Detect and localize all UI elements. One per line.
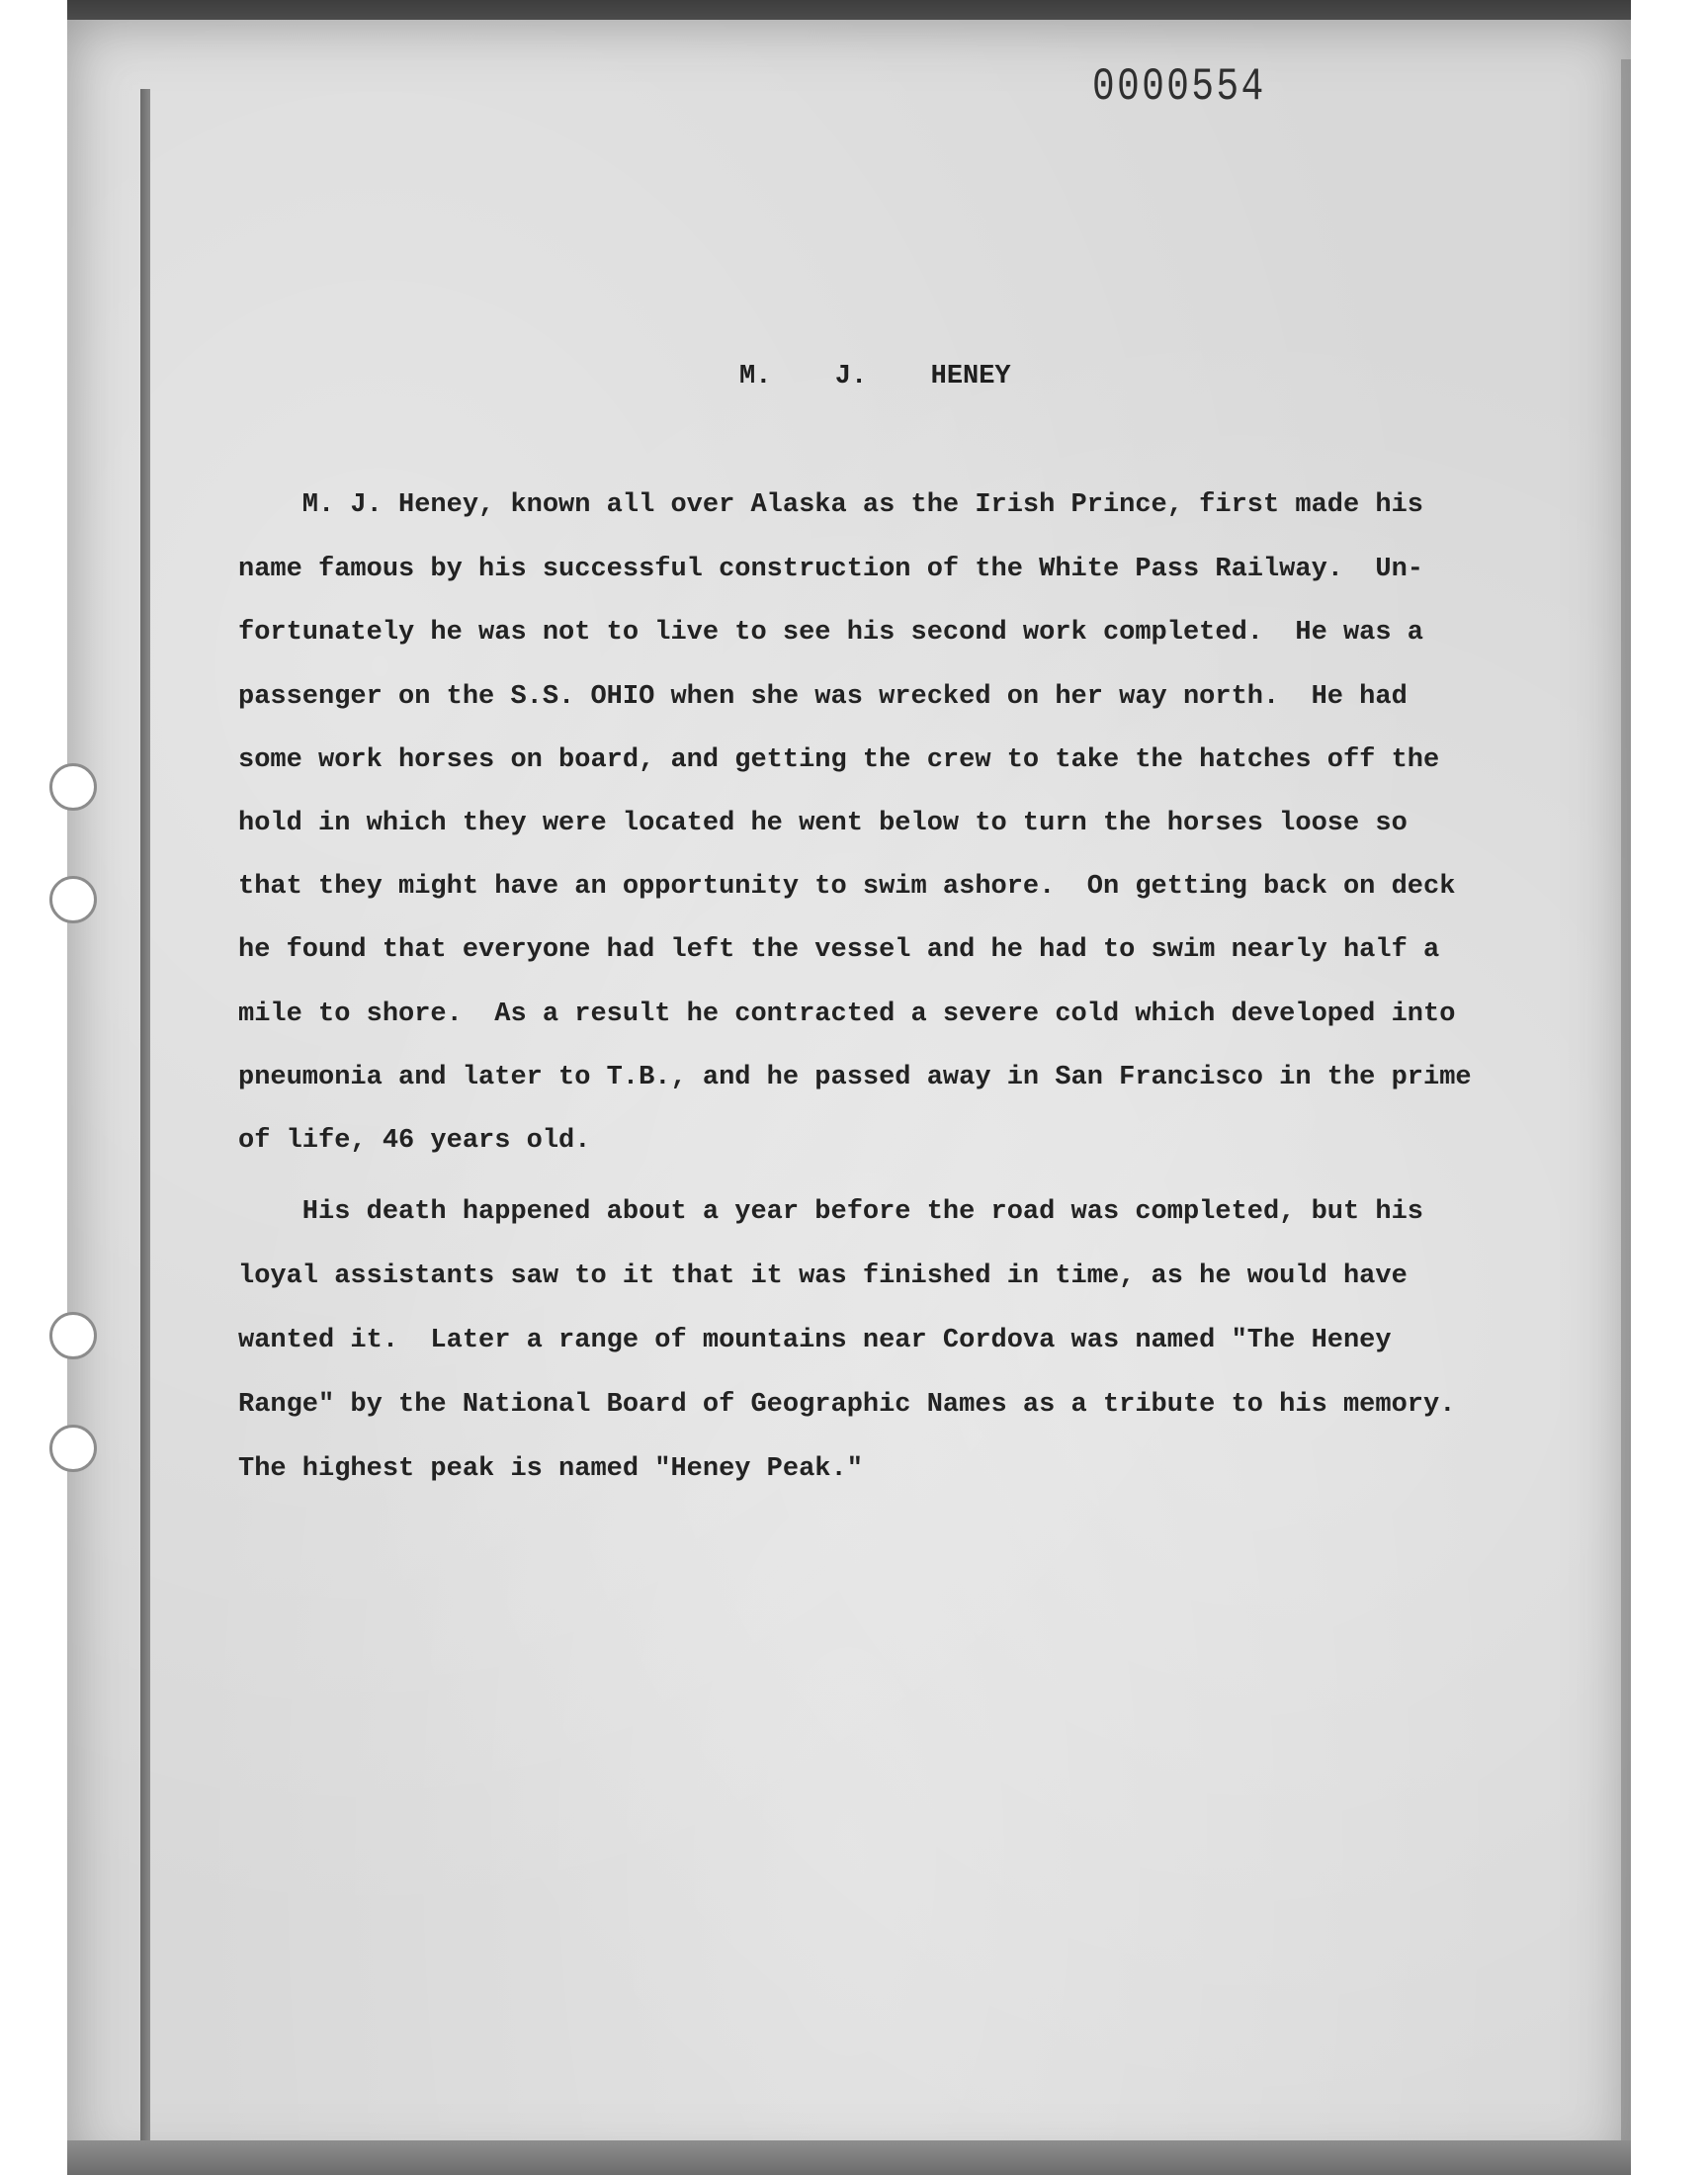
text-line: hold in which they were located he went below to turn the horses loose so [238,809,1408,838]
text-line: name famous by his successful construction of the White Pass Railway. Un- [238,555,1423,584]
text-line: loyal assistants saw to it that it was finished in time, as he would have [238,1262,1408,1291]
text-line: pneumonia and later to T.B., and he passed away in San Francisco in the prime [238,1063,1472,1092]
text-line: of life, 46 years old. [238,1126,591,1156]
text-line: some work horses on board, and getting the crew to take the hatches off the [238,745,1440,775]
text-line: fortunately he was not to live to see his second work completed. He was a [238,618,1423,648]
text-line: His death happened about a year before the road was completed, but his [238,1197,1423,1227]
punch-hole [49,763,97,811]
document-number-stamp: 0000554 [1092,61,1266,113]
document-title: M. J. HENEY [739,362,1011,392]
scan-bottom-shadow [67,2140,1631,2175]
page-right-edge [1621,59,1631,2155]
text-line: he found that everyone had left the vessel and he had to swim nearly half a [238,935,1440,965]
text-line: wanted it. Later a range of mountains near Cordova was named "The Heney [238,1326,1392,1355]
text-line: The highest peak is named "Heney Peak." [238,1454,863,1484]
text-line: that they might have an opportunity to swim ashore. On getting back on deck [238,872,1456,902]
text-line: M. J. Heney, known all over Alaska as the Irish Prince, first made his [238,490,1423,520]
punch-hole [49,1425,97,1472]
page-left-edge [140,89,150,2155]
text-line: mile to shore. As a result he contracted a severe cold which developed into [238,1000,1456,1029]
text-line: passenger on the S.S. OHIO when she was wrecked on her way north. He had [238,682,1408,712]
punch-hole [49,1312,97,1359]
document-page [67,20,1631,2175]
punch-hole [49,876,97,923]
text-line: Range" by the National Board of Geographic Names as a tribute to his memory. [238,1390,1456,1420]
